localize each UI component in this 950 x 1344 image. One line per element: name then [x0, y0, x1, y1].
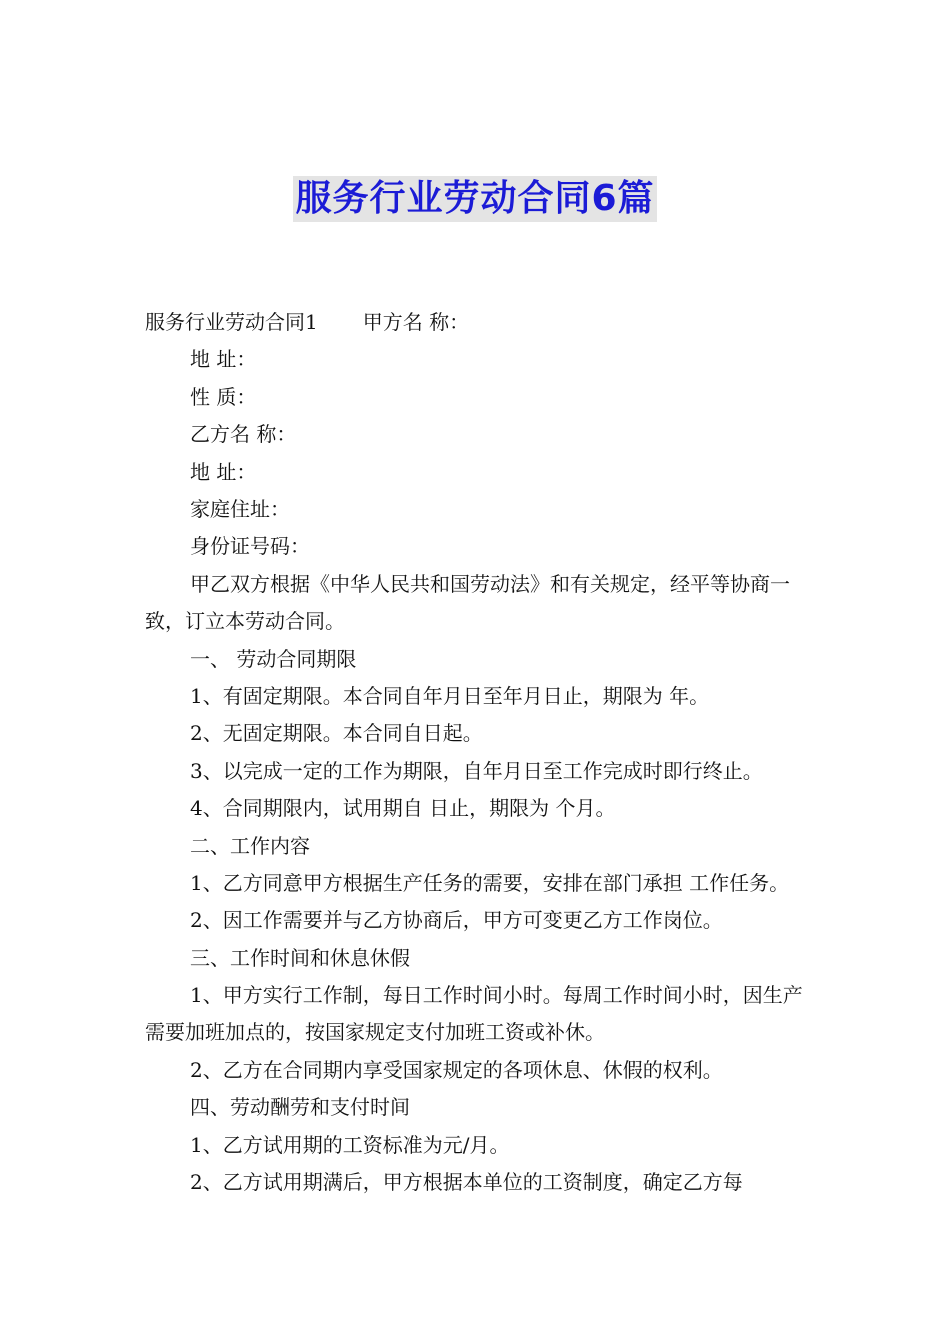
home-address-label: 家庭住址：: [190, 496, 290, 521]
section-1-item-3: 3、以完成一定的工作为期限，自年月日至工作完成时即行终止。: [190, 758, 763, 783]
party-b-name-label: 乙方名 称：: [190, 422, 297, 447]
section-1-heading: 一、 劳动合同期限: [190, 646, 357, 671]
document-title: 服务行业劳动合同6篇: [293, 176, 656, 222]
section-4-heading: 四、劳动酬劳和支付时间: [190, 1095, 410, 1120]
title-container: [0, 176, 950, 222]
section-2-item-1: 1、乙方同意甲方根据生产任务的需要，安排在部门承担 工作任务。: [190, 870, 790, 895]
section-3-item-2: 2、乙方在合同期内享受国家规定的各项休息、休假的权利。: [190, 1057, 723, 1082]
heading-line: [145, 304, 811, 341]
section-2-item-2: 2、因工作需要并与乙方协商后，甲方可变更乙方工作岗位。: [190, 908, 723, 933]
id-number-label: 身份证号码：: [190, 534, 310, 559]
contract-number-label: 服务行业劳动合同1: [145, 310, 318, 334]
party-a-name-label: 甲方名 称：: [362, 310, 470, 334]
party-a-nature-label: 性 质：: [190, 384, 257, 409]
party-b-address-label: 地 址：: [190, 459, 257, 484]
section-2-heading: 二、工作内容: [190, 833, 310, 858]
document-body: [145, 304, 811, 1201]
section-3-item-1: 1、甲方实行工作制，每日工作时间小时。每周工作时间小时，因生产需要加班加点的，按国家规定支付加班工资或补休。: [145, 983, 803, 1045]
section-1-item-2: 2、无固定期限。本合同自日起。: [190, 721, 483, 746]
section-1-item-1: 1、有固定期限。本合同自年月日至年月日止，期限为 年。: [190, 683, 710, 708]
section-4-item-2: 2、乙方试用期满后，甲方根据本单位的工资制度，确定乙方每: [190, 1170, 743, 1195]
section-4-item-1: 1、乙方试用期的工资标准为元/月。: [190, 1132, 510, 1157]
party-a-address-label: 地 址：: [190, 347, 257, 372]
section-1-item-4: 4、合同期限内，试用期自 日止，期限为 个月。: [190, 796, 616, 821]
intro-paragraph: 甲乙双方根据《中华人民共和国劳动法》和有关规定，经平等协商一致，订立本劳动合同。: [145, 571, 790, 634]
section-3-heading: 三、工作时间和休息休假: [190, 945, 410, 970]
